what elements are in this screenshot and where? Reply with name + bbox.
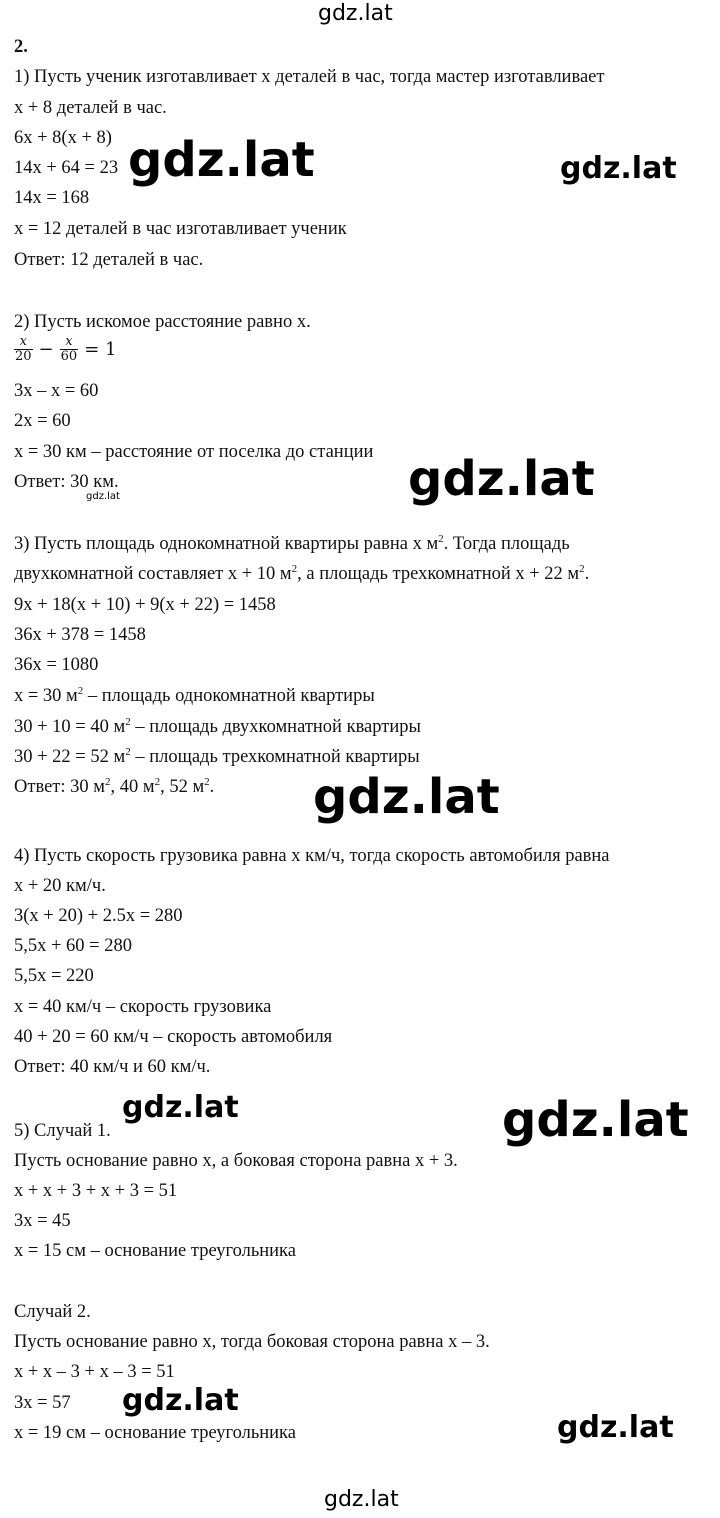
watermark-medium: gdz.lat xyxy=(557,1410,674,1445)
p4-line4: 5,5x + 60 = 280 xyxy=(14,936,132,956)
p4-answer: Ответ: 40 км/ч и 60 км/ч. xyxy=(14,1057,211,1077)
watermark-medium: gdz.lat xyxy=(560,151,677,186)
watermark-large: gdz.lat xyxy=(128,132,315,188)
p2-line1: 2) Пусть искомое расстояние равно x. xyxy=(14,312,311,332)
p3-line1: 3) Пусть площадь однокомнатной квартиры равна x $м^2$. Тогда площадь xyxy=(14,533,570,554)
p1-line1: 1) Пусть ученик изготавливает x деталей в час, тогда мастер изготавливает xyxy=(14,67,605,87)
p5-line3: x + x + 3 + x + 3 = 51 xyxy=(14,1181,178,1201)
fraction-2: $\frac{x}{60}$ xyxy=(60,334,78,364)
p5-line7: Пусть основание равно x, тогда боковая сторона равна x – 3. xyxy=(14,1332,490,1352)
watermark-large: gdz.lat xyxy=(502,1092,689,1148)
p1-line6: x = 12 деталей в час изготавливает ученик xyxy=(14,219,347,239)
p1-line4: 14x + 64 = 23 xyxy=(14,158,119,178)
p1-line2: x + 8 деталей в час. xyxy=(14,98,167,118)
p3-line5: 36x = 1080 xyxy=(14,655,99,675)
p2-answer: Ответ: 30 км. xyxy=(14,472,119,492)
p5-line2: Пусть основание равно x, а боковая сторона равна x + 3. xyxy=(14,1151,458,1171)
fraction-equation: $\frac{x}{20}$ − $\frac{x}{60}$ = 1 xyxy=(15,334,117,364)
watermark-large: gdz.lat xyxy=(408,451,595,507)
p4-line1: 4) Пусть скорость грузовика равна x км/ч, тогда скорость автомобиля равна xyxy=(14,846,610,866)
p4-line5: 5,5x = 220 xyxy=(14,966,94,986)
p3-line6: x = 30 $м^2$ – площадь однокомнатной квартиры xyxy=(14,685,375,706)
p5-line10: x = 19 см – основание треугольника xyxy=(14,1423,296,1443)
p3-answer: Ответ: 30 $м^2$, 40 $м^2$, 52 $м^2$. xyxy=(14,776,215,797)
p3-line4: 36x + 378 = 1458 xyxy=(14,625,146,645)
task-number: 2. xyxy=(14,37,28,57)
p5-line8: x + x – 3 + x – 3 = 51 xyxy=(14,1362,175,1382)
watermark-large: gdz.lat xyxy=(313,769,500,825)
watermark-medium: gdz.lat xyxy=(122,1383,239,1418)
watermark-bottom: gdz.lat xyxy=(324,1487,399,1512)
p3-line7: 30 + 10 = 40 $м^2$ – площадь двухкомнатной квартиры xyxy=(14,716,421,737)
p4-line7: 40 + 20 = 60 км/ч – скорость автомобиля xyxy=(14,1027,333,1047)
watermark-top: gdz.lat xyxy=(318,1,393,26)
p3-line3: 9x + 18(x + 10) + 9(x + 22) = 1458 xyxy=(14,595,276,615)
p5-case1-title: 5) Случай 1. xyxy=(14,1121,111,1141)
p5-case2-title: Случай 2. xyxy=(14,1302,91,1322)
p3-line8: 30 + 22 = 52 $м^2$ – площадь трехкомнатной квартиры xyxy=(14,746,420,767)
p4-line3: 3(x + 20) + 2.5x = 280 xyxy=(14,906,183,926)
p5-line9: 3x = 57 xyxy=(14,1393,71,1413)
p4-line2: x + 20 км/ч. xyxy=(14,876,106,896)
p5-line5: x = 15 см – основание треугольника xyxy=(14,1241,296,1261)
fraction-1: $\frac{x}{20}$ xyxy=(15,334,32,364)
p1-line5: 14x = 168 xyxy=(14,188,90,208)
watermark-small: gdz.lat xyxy=(86,491,120,502)
p2-line4: x = 30 км – расстояние от поселка до станции xyxy=(14,442,374,462)
p2-line2: 3x – x = 60 xyxy=(14,381,99,401)
p3-line2: двухкомнатной составляет x + 10 $м^2$, а площадь трехкомнатной x + 22 $м^2$. xyxy=(14,563,590,584)
p4-line6: x = 40 км/ч – скорость грузовика xyxy=(14,997,272,1017)
p2-line3: 2x = 60 xyxy=(14,411,71,431)
p1-answer: Ответ: 12 деталей в час. xyxy=(14,250,204,270)
p5-line4: 3x = 45 xyxy=(14,1211,71,1231)
watermark-medium: gdz.lat xyxy=(122,1090,239,1125)
p1-line3: 6x + 8(x + 8) xyxy=(14,128,112,148)
